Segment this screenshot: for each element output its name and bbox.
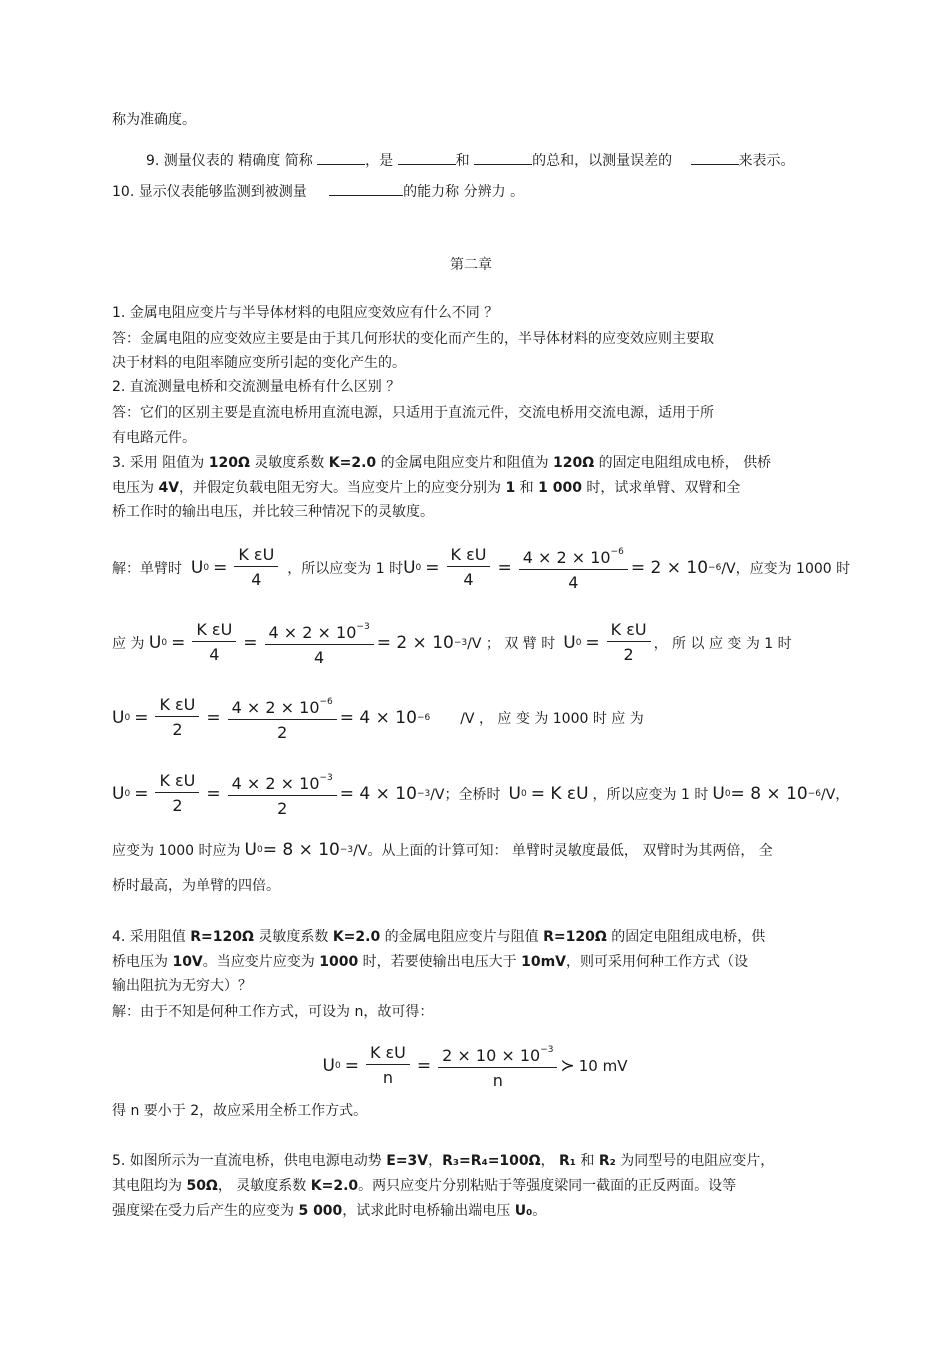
- solution-line-3: U 0 = $\frac{\text{K εU}}{2}$ = $\frac{4 \times 2 \times 10^{-6}}{2}$ = 4 × 10 −6 /V ， 应 变 为 1000 时 应 为: [112, 692, 838, 743]
- solution-line-4: U 0 = $\frac{\text{K εU}}{2}$ = $\frac{4 \times 2 \times 10^{-3}}{2}$ = 4 × 10 −3 /V；全桥时 U 0 = K εU ，所以应变为 1 时 U 0 = 8 × 10 −6 /V，: [112, 768, 838, 819]
- solution-line-1: 解：单臂时 U 0 = $\frac{\text{K εU}}{4}$ ，所以应变为 1 时 U 0 = $\frac{\text{K εU}}{4}$ = $\frac{4 \times 2 \times 10^{-6}}{4}$ = 2 × 10 −6 /V，应变为 1000 时: [112, 542, 838, 593]
- question-4-line-5: 得 n 要小于 2，故应采用全桥工作方式。: [112, 1103, 368, 1119]
- solution-line-5: 应变为 1000 时应为 U 0 = 8 × 10 −3 /V。从上面的计算可知： 单臂时灵敏度最低， 双臂时为其两倍， 全: [112, 840, 773, 860]
- solution-line-6: 桥时最高，为单臂的四倍。: [112, 878, 280, 894]
- question-4-line-4: 解：由于不知是何种工作方式，可设为 n，故可得：: [112, 1004, 434, 1020]
- question-4-line-1: 4. 采用阻值 R=120Ω 灵敏度系数 K=2.0 的金属电阻应变片与阻值 R=120Ω 的固定电阻组成电桥，供: [112, 929, 766, 945]
- question-3-line-1: 3. 采用 阻值为 120Ω 灵敏度系数 K=2.0 的金属电阻应变片和阻值为 120Ω 的固定电阻组成电桥， 供桥: [112, 455, 772, 471]
- answer-1-line-1: 答：金属电阻的应变效应主要是由于其几何形状的变化而产生的，半导体材料的应变效应则主要取: [112, 331, 714, 347]
- question-4-line-2: 桥电压为 10V。当应变片应变为 1000 时，若要使输出电压大于 10mV，则可采用何种工作方式（设: [112, 954, 749, 970]
- question-3-line-3: 桥工作时的输出电压，并比较三种情况下的灵敏度。: [112, 504, 434, 520]
- question-1: 1. 金属电阻应变片与半导体材料的电阻应变效应有什么不同 ？: [112, 305, 499, 321]
- question-2: 2. 直流测量电桥和交流测量电桥有什么区别 ？: [112, 379, 401, 395]
- answer-2-line-2: 有电路元件。: [112, 430, 196, 446]
- chapter-title: 第二章: [450, 257, 492, 273]
- question-4-line-3: 输出阻抗为无穷大）？: [112, 978, 252, 994]
- solution-line-2: 应 为 U 0 = $\frac{\text{K εU}}{4}$ = $\frac{4 \times 2 \times 10^{-3}}{4}$ = 2 × 10 −3 /V ； 双 臂 时 U 0 = $\frac{\text{K εU}}{2}$ ， 所 以 应 变 为 1 时: [112, 617, 838, 668]
- question-10: 10. 显示仪表能够监测到被测量 的能力称 分辨力 。: [112, 181, 524, 202]
- question-5-line-1: 5. 如图所示为一直流电桥，供电电源电动势 E=3V，R₃=R₄=100Ω， R₁ 和 R₂ 为同型号的电阻应变片，: [112, 1153, 775, 1169]
- text-line: 称为准确度。: [112, 112, 196, 128]
- question-4-equation: U 0 = $\frac{\text{K εU}}{n}$ = $\frac{2 \times 10 \times 10^{-3}}{n}$ ≻ 10 mV: [112, 1040, 838, 1091]
- question-5-line-2: 其电阻均为 50Ω， 灵敏度系数 K=2.0。两只应变片分别粘贴于等强度梁同一截面的正反两面。设等: [112, 1178, 737, 1194]
- question-9: 9. 测量仪表的 精确度 简称 ，是 和 的总和，以测量误差的 来表示。: [146, 150, 795, 171]
- answer-2-line-1: 答：它们的区别主要是直流电桥用直流电源，只适用于直流元件，交流电桥用交流电源，适用于所: [112, 405, 714, 421]
- question-3-line-2: 电压为 4V，并假定负载电阻无穷大。当应变片上的应变分别为 1 和 1 000 时，试求单臂、双臂和全: [112, 480, 741, 496]
- answer-1-line-2: 决于材料的电阻率随应变所引起的变化产生的。: [112, 355, 406, 371]
- question-5-line-3: 强度梁在受力后产生的应变为 5 000，试求此时电桥输出端电压 U₀。: [112, 1203, 547, 1219]
